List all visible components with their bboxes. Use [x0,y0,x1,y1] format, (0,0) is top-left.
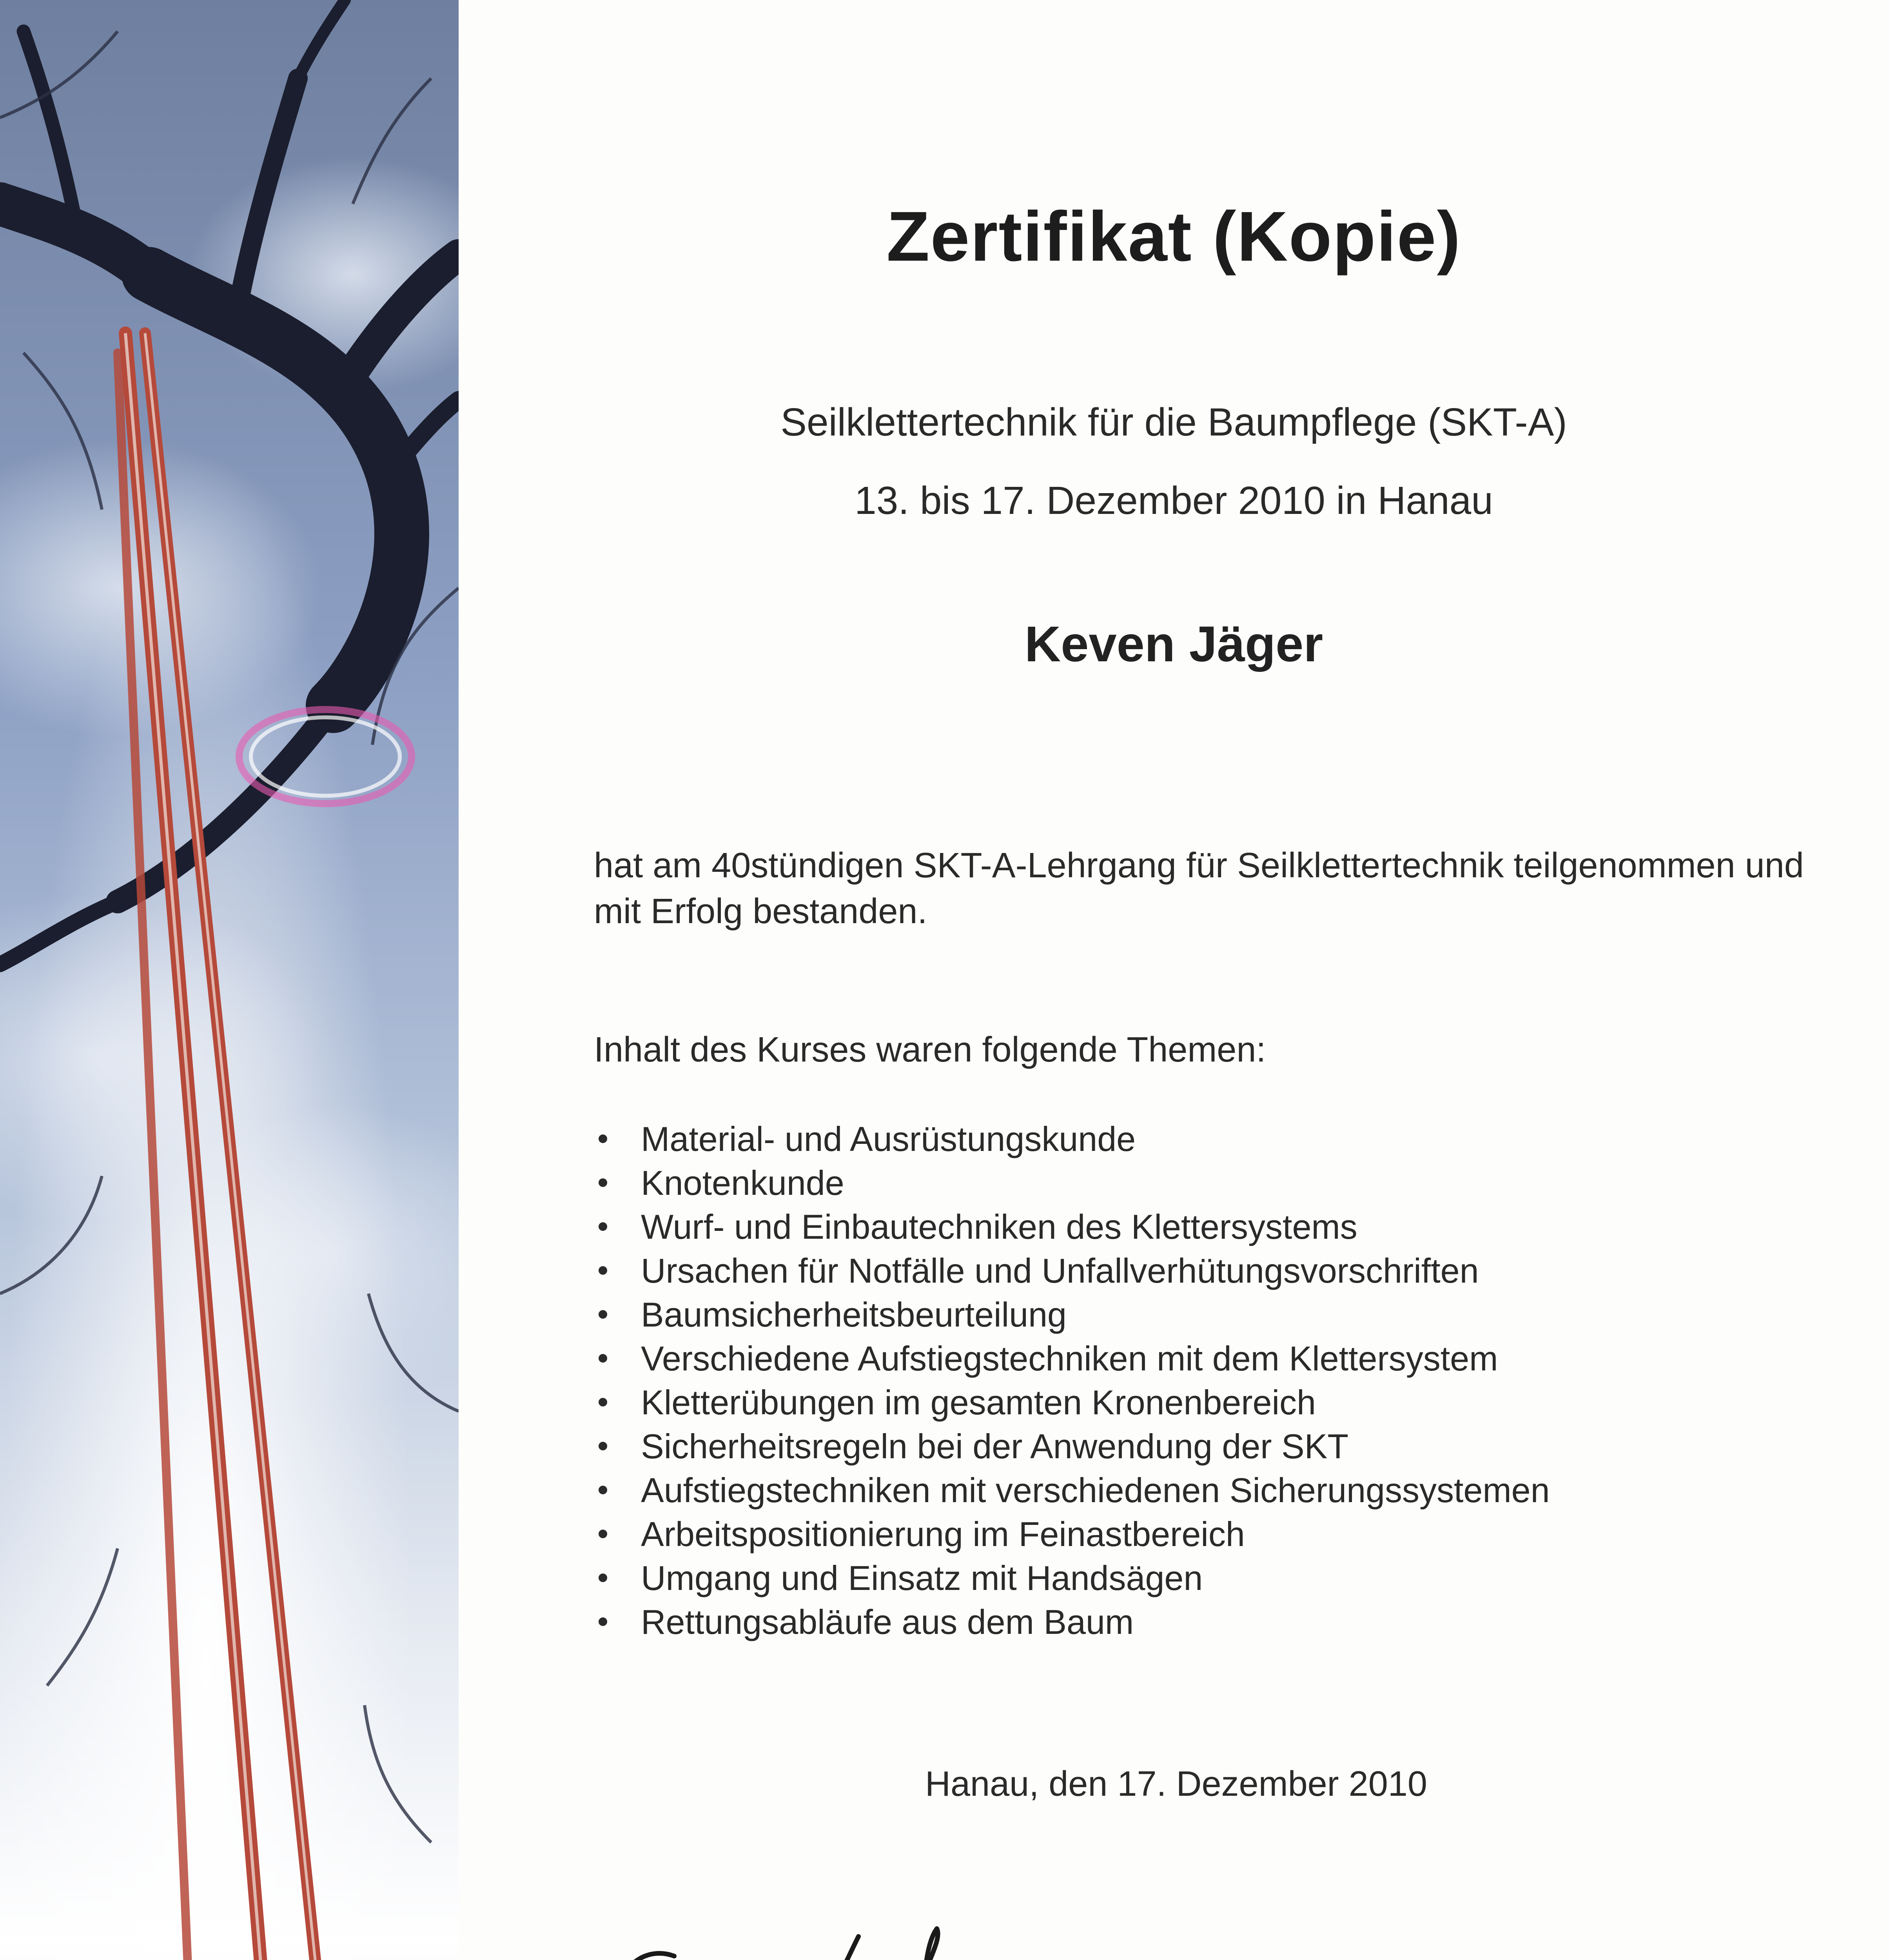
topic-text: Ursachen für Notfälle und Unfallverhütungsvorschriften [641,1251,1479,1290]
topic-text: Wurf- und Einbautechniken des Klettersystems [641,1207,1357,1246]
list-item [594,1468,1848,1512]
bullet-icon [599,1617,607,1626]
certificate-title: Zertifikat (Kopie) [886,197,1461,276]
topic-text: Knotenkunde [641,1163,844,1202]
bullet-icon [599,1134,607,1143]
bullet-icon [599,1442,607,1450]
list-item [594,1293,1848,1337]
topic-text: Rettungsabläufe aus dem Baum [641,1602,1134,1641]
bullet-icon [599,1310,607,1319]
list-item [594,1205,1848,1249]
completion-statement: hat am 40stündigen SKT-A-Lehrgang für Seilklettertechnik teilgenommen und mit Erfolg bestanden. [594,846,1804,931]
bullet-icon [599,1486,607,1494]
participant-name: Keven Jäger [1024,616,1323,672]
course-name: Seilklettertechnik für die Baumpflege (SKT-A) [780,400,1567,444]
bullet-icon [599,1178,607,1187]
list-item [594,1337,1848,1381]
list-item [594,1117,1848,1161]
topics-intro: Inhalt des Kurses waren folgende Themen: [594,1030,1266,1069]
tree-rope-photo [0,0,459,1960]
topic-text: Baumsicherheitsbeurteilung [641,1295,1067,1334]
list-item [594,1425,1848,1468]
bullet-icon [599,1354,607,1363]
topic-text: Umgang und Einsatz mit Handsägen [641,1559,1203,1597]
list-item [594,1556,1848,1600]
list-item [594,1512,1848,1556]
course-dates: 13. bis 17. Dezember 2010 in Hanau [855,479,1493,523]
topic-text: Material- und Ausrüstungskunde [641,1120,1136,1158]
topic-text: Verschiedene Aufstiegstechniken mit dem Klettersystem [641,1339,1498,1378]
place-date: Hanau, den 17. Dezember 2010 [925,1764,1427,1804]
list-item [594,1381,1848,1425]
bullet-icon [599,1530,607,1538]
certificate-body [459,0,1889,1960]
topic-text: Aufstiegstechniken mit verschiedenen Sicherungssystemen [641,1471,1550,1510]
topic-text: Kletterübungen im gesamten Kronenbereich [641,1383,1316,1422]
bullet-icon [599,1398,607,1406]
bullet-icon [599,1266,607,1275]
list-item [594,1161,1848,1205]
bullet-icon [599,1222,607,1231]
handwritten-signature [588,1913,1098,1960]
topic-text: Sicherheitsregeln bei der Anwendung der SKT [641,1427,1349,1466]
bullet-icon [599,1573,607,1582]
list-item [594,1249,1848,1293]
topic-text: Arbeitspositionierung im Feinastbereich [641,1515,1245,1553]
list-item [594,1600,1848,1644]
topics-list [594,1117,1848,1644]
